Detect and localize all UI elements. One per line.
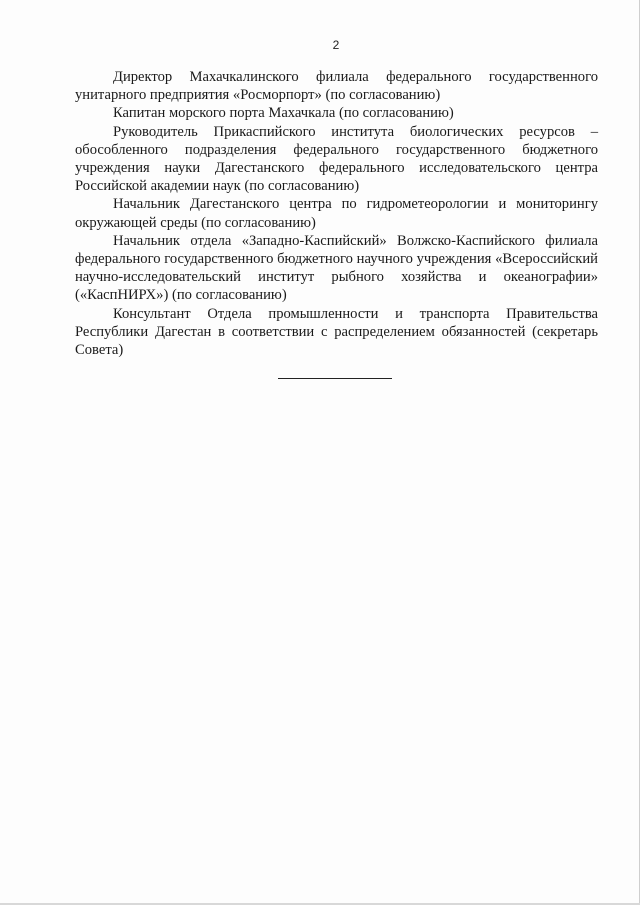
page-number: 2	[332, 38, 340, 52]
member-entry-bioresources-institute: Руководитель Прикаспийского института биологических ресурсов – обособленного подразделения федерального государственного бюджетного учреждения науки Дагестанского федерального исследовательского центра Российской академии наук (по согласованию)	[75, 123, 598, 195]
end-separator-line	[278, 378, 392, 379]
member-entry-hydrometeorology-center: Начальник Дагестанского центра по гидрометеорологии и мониторингу окружающей среды (по согласованию)	[75, 196, 598, 231]
member-list	[75, 68, 598, 359]
member-entry-council-secretary: Консультант Отдела промышленности и транспорта Правительства Республики Дагестан в соответствии с распределением обязанностей (секретарь Совета)	[75, 305, 598, 359]
member-entry-kaspnirh: Начальник отдела «Западно-Каспийский» Волжско-Каспийского филиала федерального государственного бюджетного научного учреждения «Всероссийский научно-исследовательский институт рыбного хозяйства и океанографии» («КаспНИРХ») (по согласованию)	[75, 232, 598, 304]
member-entry-rosmorport: Директор Махачкалинского филиала федерального государственного унитарного предприятия «Росморпорт» (по согласованию)	[75, 69, 598, 104]
member-entry-port-captain: Капитан морского порта Махачкала (по согласованию)	[113, 105, 454, 122]
